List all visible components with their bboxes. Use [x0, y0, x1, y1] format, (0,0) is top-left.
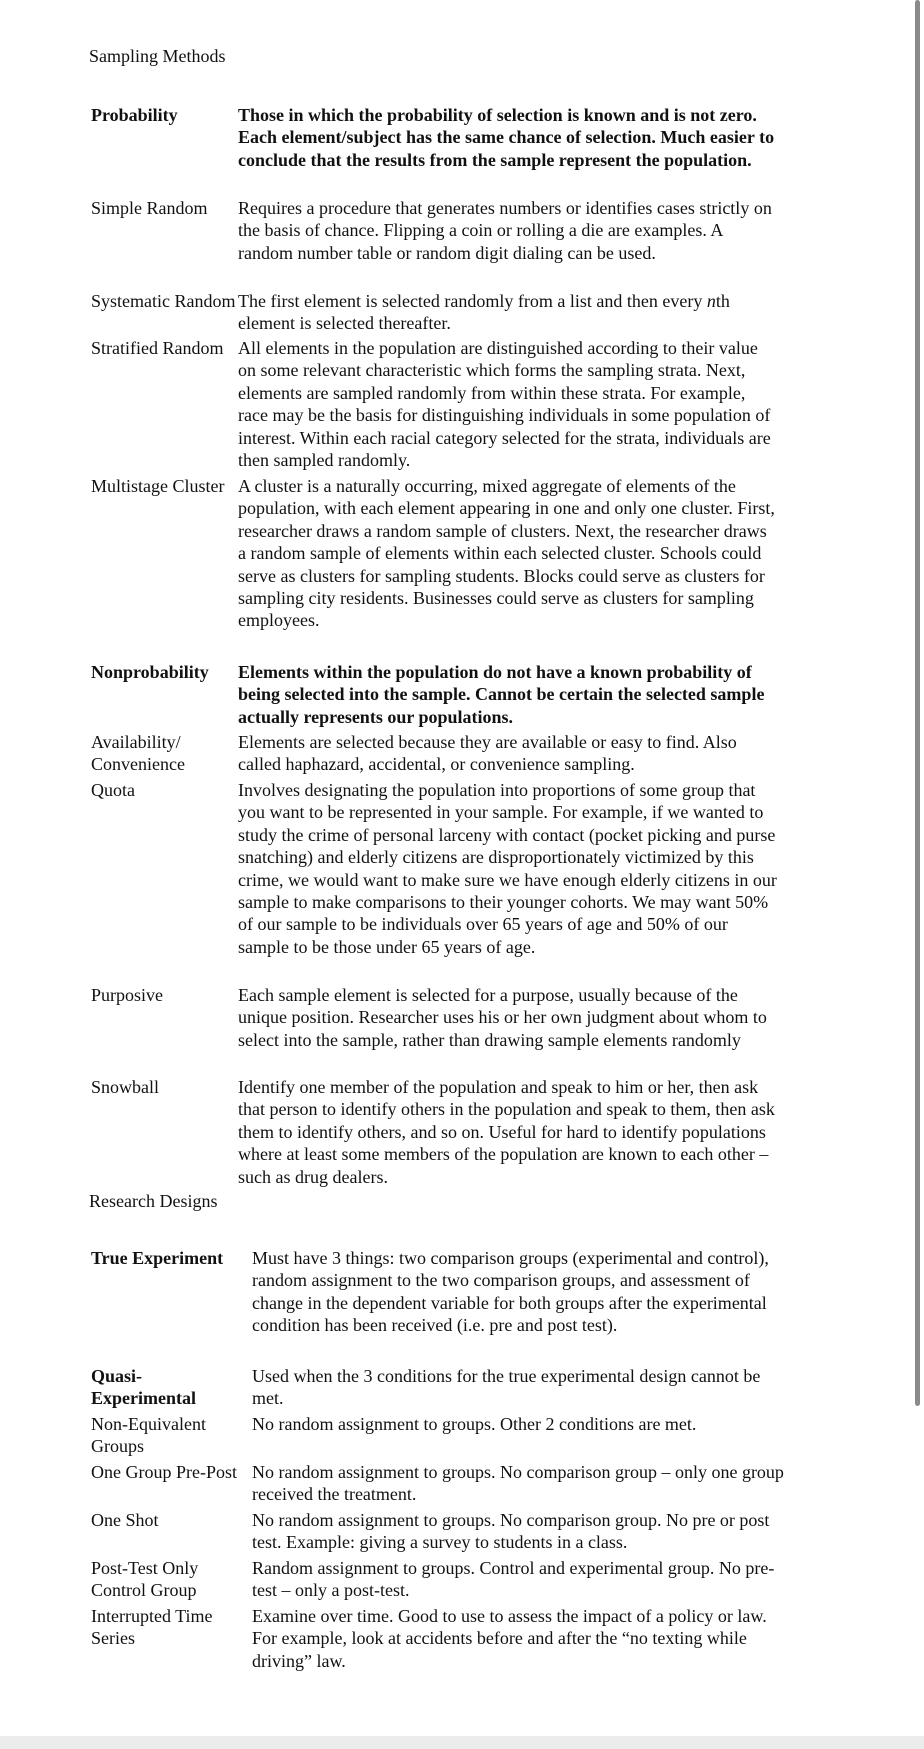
- row-nonprobability: [0, 661, 910, 729]
- definition-snowball: Identify one member of the population and speak to him or her, then ask that person to identify others in the population and speak to them, then ask them to identify others, and so on. Useful for hard to identify populations where at least some members of the population are known to each other – such as drug dealers.: [238, 1077, 775, 1187]
- definition-multistage-cluster: A cluster is a naturally occurring, mixed aggregate of elements of the population, with each element appearing in one and only one cluster. First, researcher draws a random sample of clusters. Next, the researcher draws a random sample of elements within each selected cluster. Schools could serve as clusters for sampling students. Blocks could serve as clusters for sampling city residents. Businesses could serve as clusters for sampling employees.: [238, 476, 775, 631]
- term-quota: Quota: [91, 780, 135, 800]
- definition-one-shot: No random assignment to groups. No comparison group. No pre or post test. Example: giving a survey to students in a class.: [252, 1510, 770, 1553]
- definition-one-group: No random assignment to groups. No comparison group – only one group received the treatment.: [252, 1462, 784, 1505]
- row-interrupted-time: [0, 1605, 910, 1675]
- term-probability: Probability: [91, 105, 178, 125]
- row-multistage-cluster: [0, 475, 910, 635]
- term-purposive: Purposive: [91, 985, 163, 1005]
- row-quasi-experimental: [0, 1365, 910, 1410]
- row-non-equivalent: [0, 1413, 910, 1458]
- definition-probability: Those in which the probability of selection is known and is not zero. Each element/subject has the same chance of selection. Much easier to conclude that the results from the sample represent the population.: [238, 105, 775, 170]
- research-designs-heading: Research Designs: [89, 1191, 218, 1211]
- term-systematic-random: Systematic Random: [91, 291, 236, 311]
- term-nonprobability: Nonprobability: [91, 662, 209, 682]
- definition-stratified-random: All elements in the population are distinguished according to their value on some relevant characteristic which forms the sampling strata. Next, elements are sampled randomly from within these strata. For example, race may be the basis for distinguishing individuals in some population of interest. Within each racial category selected for the strata, individuals are then sampled randomly.: [238, 338, 771, 471]
- row-purposive: [0, 984, 910, 1074]
- definition-post-test-only: Random assignment to groups. Control and experimental group. No pre-test – only a post-test.: [252, 1558, 775, 1601]
- definition-interrupted-time: Examine over time. Good to use to assess the impact of a policy or law. For example, look at accidents before and after the “no texting while driving” law.: [252, 1606, 767, 1671]
- row-snowball: [0, 1076, 910, 1191]
- term-availability: Availability/ Convenience: [91, 732, 185, 775]
- sampling-methods-heading: Sampling Methods: [89, 46, 226, 66]
- vertical-scrollbar[interactable]: [915, 0, 920, 1406]
- definition-quasi-experimental: Used when the 3 conditions for the true experimental design cannot be met.: [252, 1366, 761, 1409]
- term-quasi-experimental: Quasi-Experimental: [91, 1366, 196, 1409]
- row-availability: [0, 731, 910, 776]
- term-multistage-cluster: Multistage Cluster: [91, 476, 225, 496]
- definition-true-experiment: Must have 3 things: two comparison groups (experimental and control), random assignment to the two comparison groups, and assessment of change in the dependent variable for both groups after the experimental condition has been received (i.e. pre and post test).: [252, 1248, 769, 1336]
- term-simple-random: Simple Random: [91, 198, 208, 218]
- row-probability: [0, 104, 910, 194]
- row-systematic-random: [0, 290, 910, 335]
- bottom-bar: [0, 1736, 924, 1749]
- definition-availability: Elements are selected because they are available or easy to find. Also called haphazard, accidental, or convenience sampling.: [238, 732, 737, 775]
- term-non-equivalent: Non-Equivalent Groups: [91, 1414, 206, 1457]
- term-interrupted-time: Interrupted Time Series: [91, 1606, 213, 1649]
- definition-non-equivalent: No random assignment to groups. Other 2 conditions are met.: [252, 1414, 697, 1434]
- term-snowball: Snowball: [91, 1077, 160, 1097]
- definition-quota: Involves designating the population into proportions of some group that you want to be represented in your sample. For example, if we wanted to study the crime of personal larceny with contact (pocket picking and purse snatching) and elderly citizens are disproportionately victimized by this crime, we would want to make sure we have enough elderly citizens in our sample to make comparisons to their younger cohorts. We may want 50% of our sample to be individuals over 65 years of age and 50% of our sample to be those under 65 years of age.: [238, 780, 777, 957]
- term-stratified-random: Stratified Random: [91, 338, 224, 358]
- row-true-experiment: [0, 1247, 910, 1337]
- definition-simple-random: Requires a procedure that generates numbers or identifies cases strictly on the basis of chance. Flipping a coin or rolling a die are examples. A random number table or random digit dialing can be used.: [238, 198, 772, 263]
- definition-systematic-random-part2: th element is selected thereafter.: [238, 291, 730, 334]
- definition-purposive: Each sample element is selected for a purpose, usually because of the unique position. Researcher uses his or her own judgment about whom to select into the sample, rather than drawing sample elements randomly: [238, 985, 767, 1050]
- definition-systematic-random: [238, 290, 778, 335]
- definition-systematic-random-italic: n: [706, 291, 716, 311]
- row-one-shot: [0, 1509, 910, 1554]
- term-true-experiment: True Experiment: [91, 1248, 224, 1268]
- definition-nonprobability: Elements within the population do not have a known probability of being selected into the sample. Cannot be certain the selected sample actually represents our populations.: [238, 662, 765, 727]
- term-one-group: One Group Pre-Post: [91, 1462, 237, 1482]
- row-simple-random: [0, 197, 910, 287]
- term-one-shot: One Shot: [91, 1510, 159, 1530]
- row-stratified-random: [0, 337, 910, 472]
- row-post-test-only: [0, 1557, 910, 1602]
- term-post-test-only: Post-Test Only Control Group: [91, 1558, 199, 1601]
- row-quota: [0, 779, 910, 984]
- definition-systematic-random-part1: The first element is selected randomly from a list and then every: [238, 291, 707, 311]
- row-one-group: [0, 1461, 910, 1506]
